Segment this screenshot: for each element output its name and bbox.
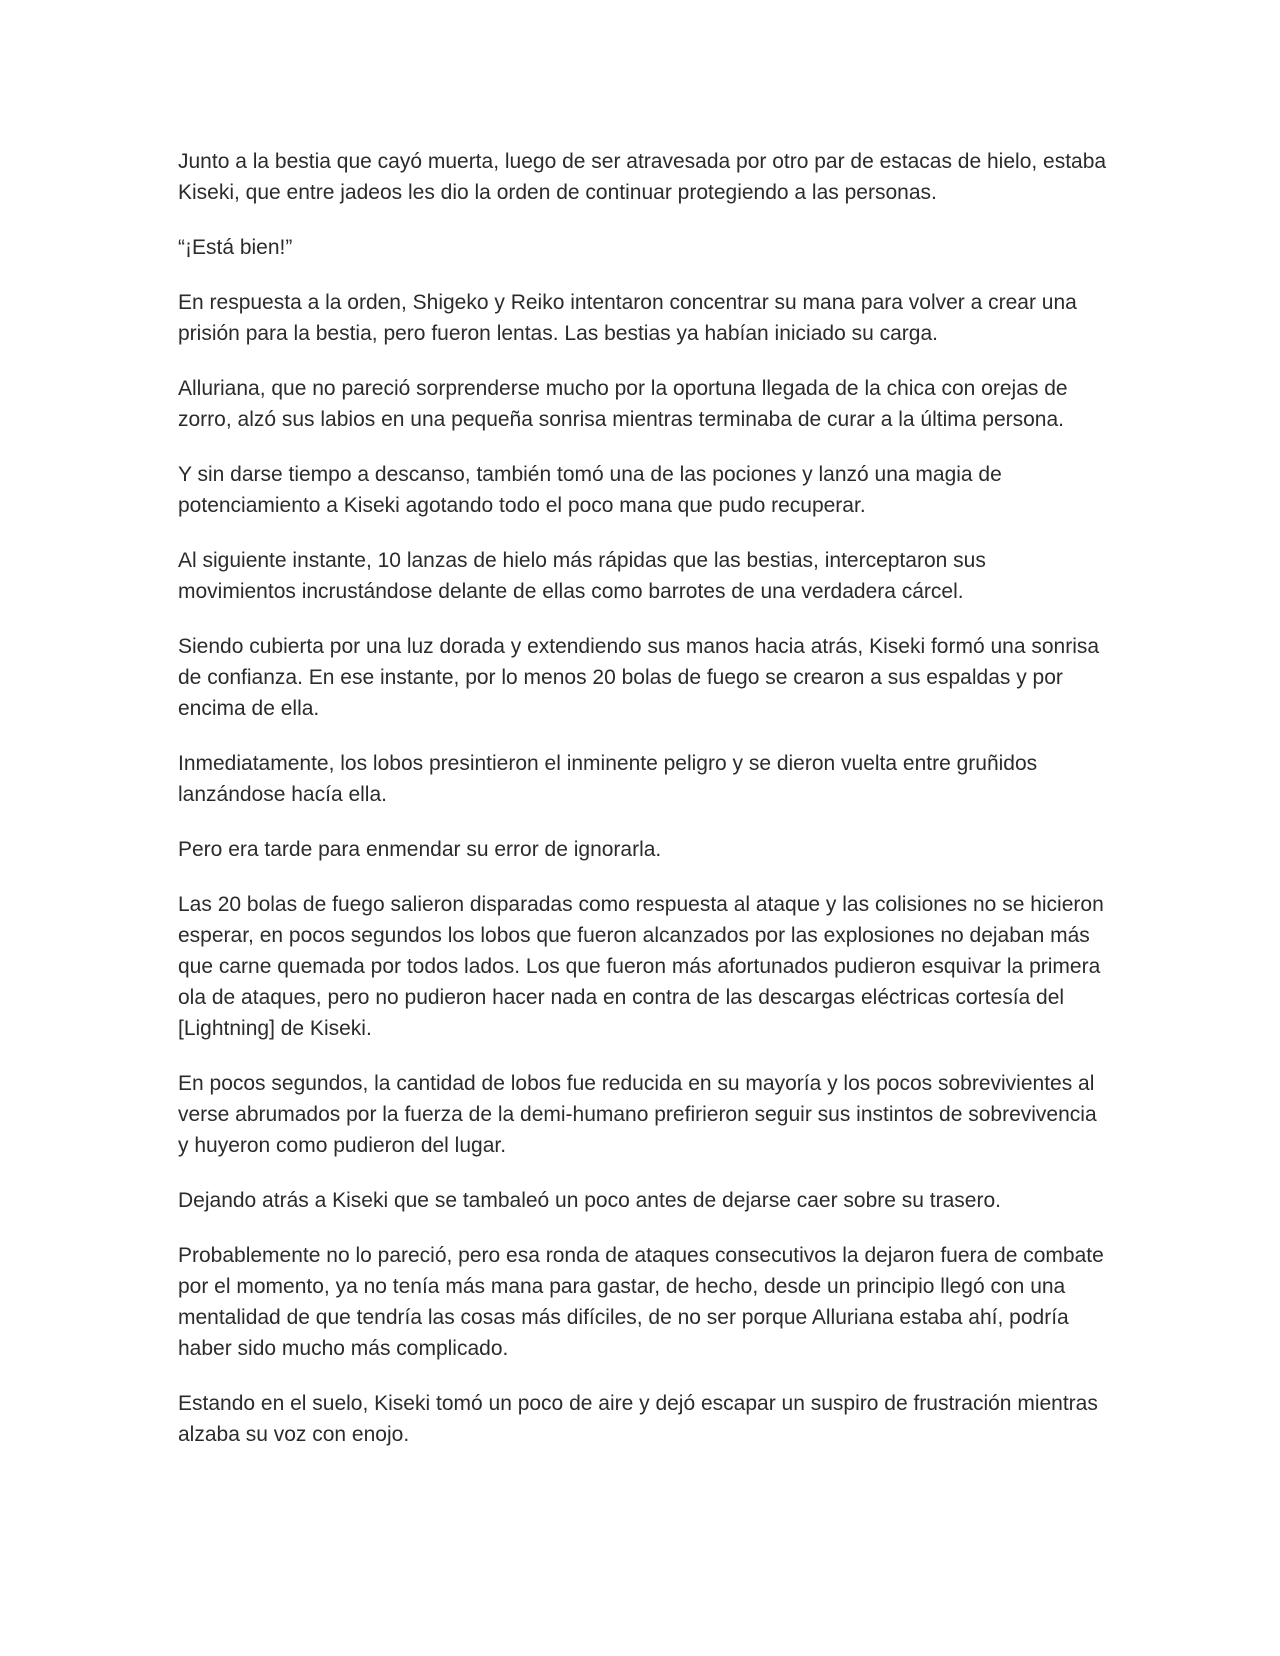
paragraph: En pocos segundos, la cantidad de lobos fue reducida en su mayoría y los pocos sobrevivientes al verse abrumados por la fuerza de la demi-humano prefirieron seguir sus instintos de sobrevivencia y huyeron como pudieron del lugar. [178,1072,1097,1157]
document-page [178,146,1108,1474]
paragraph: Pero era tarde para enmendar su error de ignorarla. [178,838,662,861]
paragraph: Las 20 bolas de fuego salieron disparadas como respuesta al ataque y las colisiones no se hicieron esperar, en pocos segundos los lobos que fueron alcanzados por las explosiones no dejaban más que carne quemada por todos lados. Los que fueron más afortunados pudieron esquivar la primera ola de ataques, pero no pudieron hacer nada en contra de las descargas eléctricas cortesía del [Lightning] de Kiseki. [178,893,1104,1040]
paragraph: Dejando atrás a Kiseki que se tambaleó un poco antes de dejarse caer sobre su trasero. [178,1189,1001,1212]
paragraph: Junto a la bestia que cayó muerta, luego de ser atravesada por otro par de estacas de hielo, estaba Kiseki, que entre jadeos les dio la orden de continuar protegiendo a las personas. [178,150,1107,204]
paragraph: Inmediatamente, los lobos presintieron el inminente peligro y se dieron vuelta entre gruñidos lanzándose hacía ella. [178,752,1038,806]
paragraph: En respuesta a la orden, Shigeko y Reiko intentaron concentrar su mana para volver a crear una prisión para la bestia, pero fueron lentas. Las bestias ya habían iniciado su carga. [178,291,1077,345]
paragraph: Y sin darse tiempo a descanso, también tomó una de las pociones y lanzó una magia de potenciamiento a Kiseki agotando todo el poco mana que pudo recuperar. [178,463,1002,517]
paragraph: Probablemente no lo pareció, pero esa ronda de ataques consecutivos la dejaron fuera de combate por el momento, ya no tenía más mana para gastar, de hecho, desde un principio llegó con una mentalidad de que tendría las cosas más difíciles, de no ser porque Alluriana estaba ahí, podría haber sido mucho más complicado. [178,1244,1104,1360]
paragraph: Al siguiente instante, 10 lanzas de hielo más rápidas que las bestias, interceptaron sus movimientos incrustándose delante de ellas como barrotes de una verdadera cárcel. [178,549,986,603]
paragraph: “¡Está bien!” [178,236,293,259]
paragraph: Estando en el suelo, Kiseki tomó un poco de aire y dejó escapar un suspiro de frustración mientras alzaba su voz con enojo. [178,1392,1098,1446]
paragraph: Alluriana, que no pareció sorprenderse mucho por la oportuna llegada de la chica con orejas de zorro, alzó sus labios en una pequeña sonrisa mientras terminaba de curar a la última persona. [178,377,1068,431]
paragraph: Siendo cubierta por una luz dorada y extendiendo sus manos hacia atrás, Kiseki formó una sonrisa de confianza. En ese instante, por lo menos 20 bolas de fuego se crearon a sus espaldas y por encima de ella. [178,635,1100,720]
